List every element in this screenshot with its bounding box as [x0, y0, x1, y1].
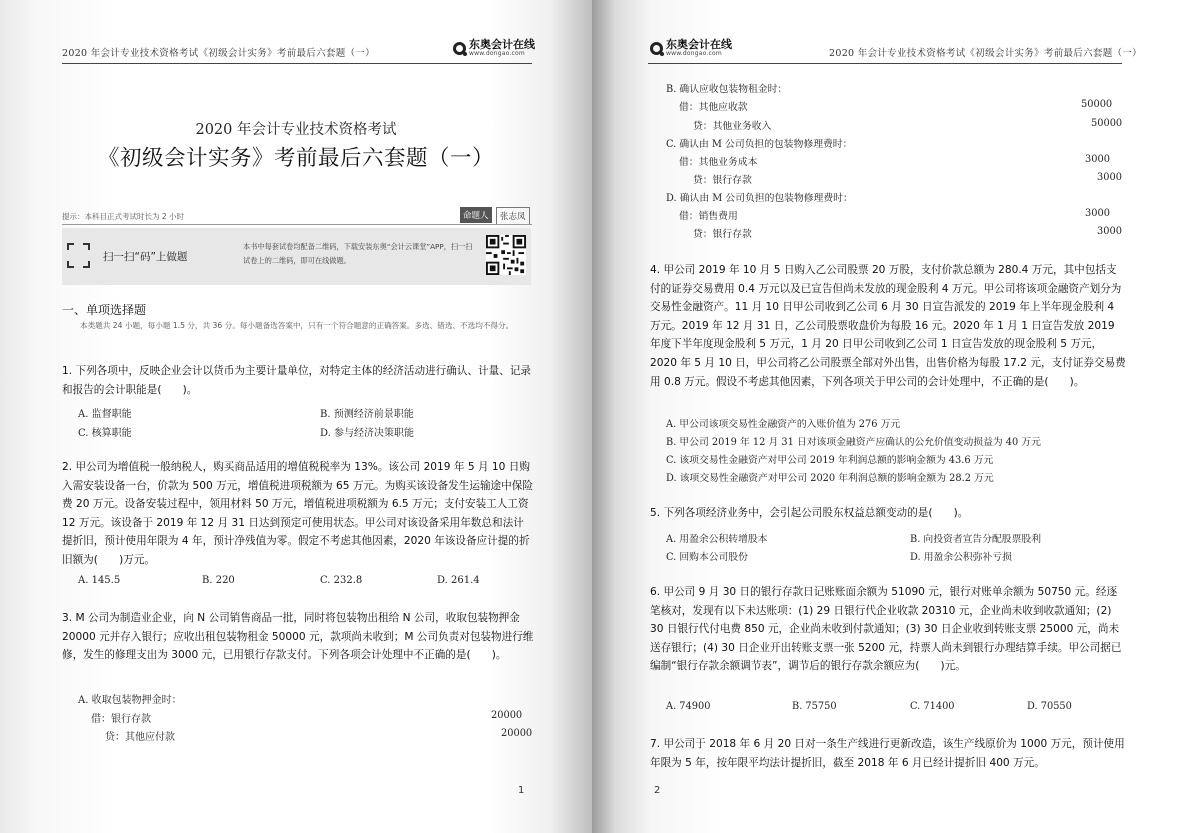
q2-option-d[interactable]: D. 261.4	[437, 575, 480, 586]
q1-option-c[interactable]: C. 核算职能	[78, 428, 132, 439]
logo-url: www.dongao.com	[469, 50, 525, 57]
exam-duration-tip: 提示：本科目正式考试时长为 2 小时	[62, 212, 185, 221]
q3-b-debit: 借：其他应收款	[679, 102, 748, 113]
q3-a-debit: 借：银行存款	[91, 714, 151, 725]
question-6: 6. 甲公司 9 月 30 日的银行存款日记账账面余额为 51090 元，银行对账单余额为 50750 元。经逐笔核对，发现有以下未达账项：(1) 29 日银行代企业收款 20310 元，企业尚未收到收款通知；(2) 30 日银行代付电费 850 元，企业尚未收到付款通知；(3) 30 日企业收到转账支票 25000 元，尚未送存银行；(4) 30 日企业开出转账支票一张 5200 元，持票人尚未到银行办理结算手续。甲公司据已编制“银行存款余额调节表”，调节后的银行存款余额应为( )元。	[650, 586, 1122, 673]
q5-option-a[interactable]: A. 用盈余公积转增股本	[666, 534, 768, 545]
paper-title: 《初级会计实务》考前最后六套题（一）	[97, 146, 494, 171]
q3-a-credit-amount: 20000	[501, 728, 533, 739]
q3-c-credit: 贷：银行存款	[693, 175, 752, 186]
q3-b-debit-amount: 50000	[1081, 99, 1113, 110]
q3-d-credit: 贷：银行存款	[693, 229, 752, 240]
qr-code-icon[interactable]	[486, 235, 526, 275]
header-rule-right	[648, 63, 1122, 64]
author-name: 张志凤	[496, 207, 530, 225]
q6-option-a[interactable]: A. 74900	[666, 701, 711, 712]
q3-a-credit: 贷：其他应付款	[105, 732, 175, 743]
q3-d-credit-amount: 3000	[1097, 226, 1122, 237]
question-5: 5. 下列各项经济业务中，会引起公司股东权益总额变动的是( )。	[650, 507, 969, 519]
q3-b-credit: 贷：其他业务收入	[693, 121, 772, 132]
logo-url-right: www.dongao.com	[666, 50, 722, 57]
q4-option-b[interactable]: B. 甲公司 2019 年 12 月 31 日对该项金融资产应确认的公允价值变动损益为 40 万元	[666, 437, 1041, 448]
q3-b-credit-amount: 50000	[1091, 118, 1123, 129]
question-7: 7. 甲公司于 2018 年 6 月 20 日对一条生产线进行更新改造，该生产线原价为 1000 万元，预计使用年限为 5 年，按年限平均法计提折旧，截至 2018 年 6 月已经计提折旧 400 万元。	[650, 738, 1125, 769]
logo-name-right: 东奥会计在线	[666, 38, 732, 51]
q3-c-debit: 借：其他业务成本	[679, 157, 758, 168]
tip-rule	[62, 224, 532, 225]
q6-option-c[interactable]: C. 71400	[910, 701, 955, 712]
running-header: 2020 年会计专业技术资格考试《初级会计实务》考前最后六套题（一）	[62, 48, 375, 59]
section-title: 一、单项选择题	[62, 303, 147, 317]
q5-option-b[interactable]: B. 向投资者宣告分配股票股利	[910, 534, 1041, 545]
q6-option-b[interactable]: B. 75750	[792, 701, 837, 712]
right-page	[592, 0, 1184, 833]
q4-option-c[interactable]: C. 该项交易性金融资产对甲公司 2019 年利润总额的影响金额为 43.6 万元	[666, 455, 994, 466]
q3-c-credit-amount: 3000	[1097, 172, 1122, 183]
section-note: 本类题共 24 小题，每小题 1.5 分，共 36 分。每小题备选答案中，只有一个符合题意的正确答案。多选、错选、不选均不得分。	[80, 321, 514, 330]
page-number-left: 1	[518, 785, 525, 796]
q3-option-d[interactable]: D. 确认由 M 公司负担的包装物修理费时：	[666, 193, 853, 204]
dongao-logo	[453, 39, 535, 57]
exam-title: 2020 年会计专业技术资格考试	[195, 122, 397, 138]
q1-option-d[interactable]: D. 参与经济决策职能	[320, 428, 415, 439]
scan-label: 扫一扫“码”上做题	[103, 251, 188, 263]
running-header-right: 2020 年会计专业技术资格考试《初级会计实务》考前最后六套题（一）	[829, 48, 1142, 59]
q6-option-d[interactable]: D. 70550	[1027, 701, 1072, 712]
logo-name: 东奥会计在线	[469, 38, 535, 51]
q3-c-debit-amount: 3000	[1085, 154, 1110, 165]
question-3: 3. M 公司为制造业企业，向 N 公司销售商品一批，同时将包装物出租给 N 公司，收取包装物押金 20000 元并存入银行；应收出租包装物租金 50000 元，款项尚未收到；M 公司负责对包装物进行维修，发生的修理支出为 3000 元，已用银行存款支付。下列各项会计处理中不正确的是( )。	[62, 612, 534, 662]
q2-option-c[interactable]: C. 232.8	[320, 575, 363, 586]
q3-option-a[interactable]: A. 收取包装物押金时：	[78, 695, 182, 706]
author-label: 命题人	[460, 207, 492, 223]
q2-option-a[interactable]: A. 145.5	[78, 575, 121, 586]
q4-option-a[interactable]: A. 甲公司该项交易性金融资产的入账价值为 276 万元	[666, 419, 901, 430]
q3-option-b[interactable]: B. 确认应收包装物租金时：	[666, 84, 788, 95]
dongao-logo-icon-right	[650, 42, 663, 55]
q3-option-c[interactable]: C. 确认由 M 公司负担的包装物修理费时：	[666, 139, 853, 150]
question-4: 4. 甲公司 2019 年 10 月 5 日购入乙公司股票 20 万股，支付价款总额为 280.4 万元，其中包括支付的证券交易费用 0.4 万元以及已宣告但尚未发放的现金股利 4 万元。甲公司将该项金融资产划分为交易性金融资产。11 月 10 日甲公司收到乙公司 6 月 30 日宣告派发的 2019 年上半年现金股利 4 万元。2019 年 12 月 31 日，乙公司股票收盘价为每股 16 元。2020 年 1 月 1 日宣告发放 2019 年度下半年度现金股利 5 万元，1 月 20 日甲公司收到乙公司 1 日宣告发放的现金股利 5 万元，2020 年 5 月 10 日，甲公司将乙公司股票全部对外出售，出售价格为每股 17.2 元，支付证券交易费用 0.8 万元。假设不考虑其他因素，下列各项关于甲公司的会计处理中，不正确的是( )。	[650, 264, 1126, 388]
scan-description: 本书中每套试卷均配备二维码，下载安装东奥“会计云课堂”APP，扫一扫试卷上的二维码，即可在线做题。	[243, 242, 473, 265]
question-1: 1. 下列各项中，反映企业会计以货币为主要计量单位，对特定主体的经济活动进行确认、计量、记录和报告的会计职能是( )。	[62, 365, 532, 396]
dongao-logo-right	[650, 39, 732, 57]
q4-option-d[interactable]: D. 该项交易性金融资产对甲公司 2020 年利润总额的影响金额为 28.2 万元	[666, 473, 994, 484]
header-rule	[62, 63, 532, 64]
q2-option-b[interactable]: B. 220	[202, 575, 235, 586]
dongao-logo-icon	[453, 42, 466, 55]
scan-frame-icon	[67, 243, 90, 268]
q5-option-c[interactable]: C. 回购本公司股份	[666, 552, 748, 563]
question-2: 2. 甲公司为增值税一般纳税人，购买商品适用的增值税税率为 13%。该公司 2019 年 5 月 10 日购入需安装设备一台，价款为 500 万元，增值税进项税额为 65 万元。为购买该设备发生运输途中保险费 20 万元。设备安装过程中，领用材料 50 万元，增值税进项税额为 6.5 万元；支付安装工人工资 12 万元。该设备于 2019 年 12 月 31 日达到预定可使用状态。甲公司对该设备采用年数总和法计提折旧，预计使用年限为 4 年，预计净残值为零。假定不考虑其他因素，2020 年该设备应计提的折旧额为( )万元。	[62, 461, 533, 566]
q3-d-debit: 借：销售费用	[679, 211, 738, 222]
q1-option-a[interactable]: A. 监督职能	[78, 409, 132, 420]
q5-option-d[interactable]: D. 用盈余公积弥补亏损	[910, 552, 1012, 563]
page-number-right: 2	[654, 785, 661, 796]
q3-d-debit-amount: 3000	[1085, 208, 1110, 219]
q1-option-b[interactable]: B. 预测经济前景职能	[320, 409, 414, 420]
scan-panel	[62, 228, 531, 285]
q3-a-debit-amount: 20000	[491, 710, 523, 721]
